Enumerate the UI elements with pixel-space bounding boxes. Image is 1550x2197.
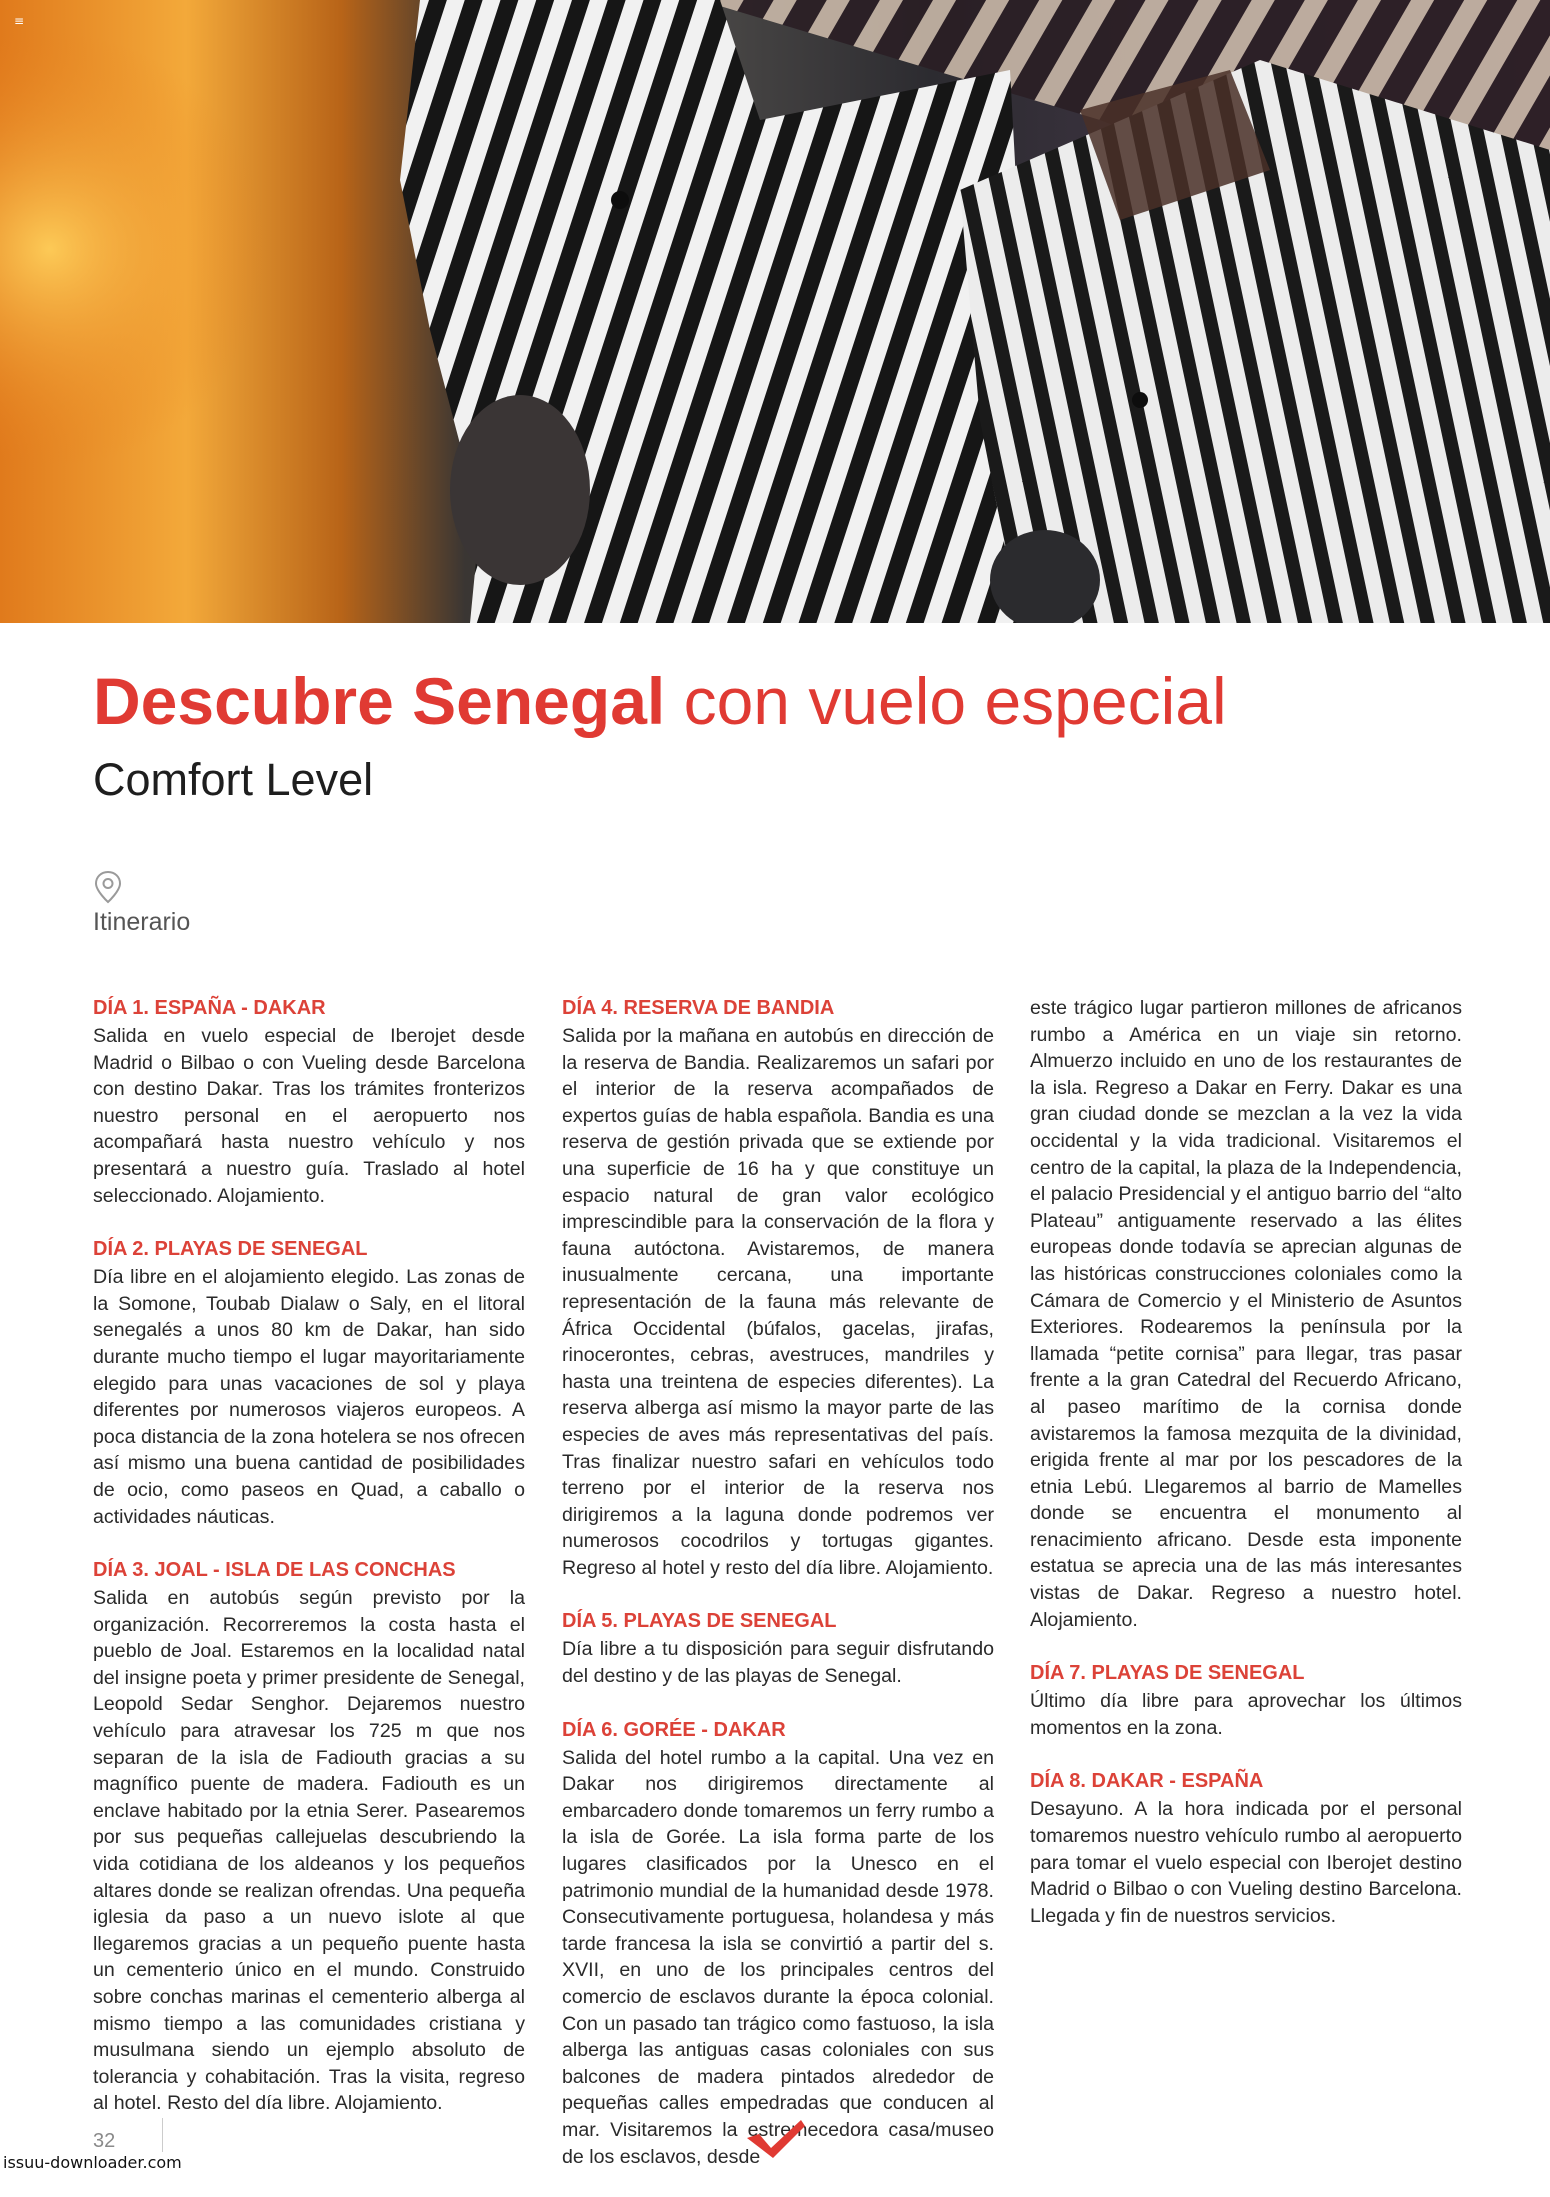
hero-image bbox=[0, 0, 1550, 623]
title-rest: con vuelo especial bbox=[683, 664, 1227, 738]
day-7 bbox=[1030, 1660, 1462, 1741]
title-bold: Descubre Senegal bbox=[93, 664, 666, 738]
day-heading: DÍA 8. DAKAR - ESPAÑA bbox=[1030, 1770, 1264, 1793]
day-4 bbox=[562, 995, 994, 1581]
zebra-photo bbox=[0, 0, 1550, 623]
page-subtitle: Comfort Level bbox=[93, 754, 374, 805]
day-6-continuation: este trágico lugar partieron millones de africanos rumbo a América en un viaje sin retorno. Almuerzo incluido en uno de los restaurantes de la isla. Regreso a Dakar en Ferry. Dakar es una gran ciudad donde se mezclan a la vez la vida occidental y la vida tradicional. Visitaremos el centro de la capital, la plaza de la Independencia, el palacio Presidencial y el antiguo barrio del “alto Plateau” antiguamente reservado a las élites europeas donde todavía se aprecian algunas de las históricas construcciones coloniales como la Cámara de Comercio y el Ministerio de Asuntos Exteriores. Rodearemos la península por la llamada “petite cornisa” para llegar, tras pasar frente a la gran Catedral del Recuerdo Africano, al paseo marítimo de la cornisa donde avistaremos la famosa mezquita de la divinidad, erigida frente al mar por los pescadores de la etnia Lebú. Llegaremos al barrio de Mamelles donde se encuentra el monumento al renacimiento africano. Desde esta imponente estatua se aprecia una de las más interesantes vistas de Dakar. Regreso a nuestro hotel. Alojamiento. bbox=[1030, 997, 1462, 1631]
day-text: Día libre a tu disposición para seguir disfrutando del destino y de las playas de Senegal. bbox=[562, 1638, 994, 1688]
day-heading: DÍA 3. JOAL - ISLA DE LAS CONCHAS bbox=[93, 1559, 456, 1582]
day-heading: DÍA 4. RESERVA DE BANDIA bbox=[562, 997, 835, 1019]
day-heading: DÍA 5. PLAYAS DE SENEGAL bbox=[562, 1610, 837, 1633]
day-text: Día libre en el alojamiento elegido. Las zonas de la Somone, Toubab Dialaw o Saly, en el litoral senegalés a unos 80 km de Dakar, han sido durante mucho tiempo el lugar mayoritariamente elegido para unas vacaciones de sol y playa diferentes por numerosos viajeros europeos. A poca distancia de la zona hotelera se nos ofrecen así mismo una buena cantidad de posibilidades de ocio, como paseos en Quad, a caballo o actividades náuticas. bbox=[93, 1266, 525, 1528]
day-heading: DÍA 6. GORÉE - DAKAR bbox=[562, 1718, 786, 1741]
day-1 bbox=[93, 995, 525, 1209]
corner-menu-icon: ≡ bbox=[14, 14, 25, 28]
day-text: Último día libre para aprovechar los últimos momentos en la zona. bbox=[1030, 1690, 1462, 1739]
day-2 bbox=[93, 1236, 525, 1530]
itinerary-label: Itinerario bbox=[93, 908, 191, 936]
day-heading: DÍA 7. PLAYAS DE SENEGAL bbox=[1030, 1662, 1305, 1685]
day-6 bbox=[562, 1717, 994, 2171]
itinerary-column-3 bbox=[1030, 995, 1462, 1956]
day-8 bbox=[1030, 1768, 1462, 1929]
day-5 bbox=[562, 1608, 994, 1689]
day-text: Salida en autobús según previsto por la organización. Recorreremos la costa hasta el pueblo de Joal. Estaremos en la localidad natal del insigne poeta y primer presidente de Senegal, Leopold Sedar Senghor. Dejaremos nuestro vehículo para atravesar los 725 m que nos separan de la isla de Fadiouth gracias a su magnífico puente de madera. Fadiouth es un enclave habitado por la etnia Serer. Pasearemos por sus pequeñas callejuelas descubriendo la vida cotidiana de los aldeanos y los pequeños altares donde se realizan ofrendas. Una pequeña iglesia da paso a un nuevo islote al que llegaremos gracias a un pequeño puente hasta un cementerio único en el mundo. Construido sobre conchas marinas el cementerio alberga al mismo tiempo a las comunidades cristiana y musulmana siendo un ejemplo absoluto de tolerancia y cohabitación. Tras la visita, regreso al hotel. Resto del día libre. Alojamiento. bbox=[93, 1587, 525, 2115]
map-pin-icon bbox=[93, 870, 123, 904]
day-text: Salida del hotel rumbo a la capital. Una vez en Dakar nos dirigiremos directamente al embarcadero donde tomaremos un ferry rumbo a la isla de Gorée. La isla forma parte de los lugares clasificados por la Unesco en el patrimonio mundial de la humanidad desde 1978. Consecutivamente portuguesa, holandesa y más tarde francesa la isla se convirtió a partir del s. XVII, en uno de los principales centros del comercio de esclavos durante la época colonial. Con un pasado tan trágico como fastuoso, la isla alberga las antiguas casas coloniales con sus balcones de madera pintados alrededor de pequeñas calles empedradas que conducen al mar. Visitaremos la estremecedora casa/museo de los esclavos, desde bbox=[562, 1746, 994, 2168]
page-number: 32 bbox=[93, 2130, 116, 2152]
itinerary-column-1 bbox=[93, 995, 525, 2144]
itinerary-column-2 bbox=[562, 995, 994, 2197]
day-heading: DÍA 2. PLAYAS DE SENEGAL bbox=[93, 1238, 368, 1261]
page-title bbox=[93, 660, 1227, 742]
watermark: issuu-downloader.com bbox=[0, 2152, 185, 2173]
day-heading: DÍA 1. ESPAÑA - DAKAR bbox=[93, 997, 326, 1019]
day-3 bbox=[93, 1557, 525, 2117]
day-text: Salida en vuelo especial de Iberojet desde Madrid o Bilbao o con Vueling desde Barcelona con destino Dakar. Tras los trámites fronterizos nuestro personal en el aeropuerto nos acompañará hasta nuestro vehículo y nos presentará a nuestro guía. Traslado al hotel seleccionado. Alojamiento. bbox=[93, 1025, 525, 1207]
day-text: Desayuno. A la hora indicada por el personal tomaremos nuestro vehículo rumbo al aeropuerto para tomar el vuelo especial con Iberojet destino Madrid o Bilbao o con Vueling destino Barcelona. Llegada y fin de nuestros servicios. bbox=[1030, 1798, 1462, 1927]
day-text: Salida por la mañana en autobús en dirección de la reserva de Bandia. Realizaremos un safari por el interior de la reserva acompañados de expertos guías de habla española. Bandia es una reserva de gestión privada que se extiende por una superficie de 16 ha y que constituye un espacio natural de gran valor ecológico imprescindible para la conservación de la flora y fauna autóctona. Avistaremos, de manera inusualmente cercana, una importante representación de la fauna más relevante de África Occidental (búfalos, gacelas, jirafas, rinocerontes, cebras, avestruces, mandriles y hasta una treintena de especies diferentes). La reserva alberga así mismo la mayor parte de las especies de aves más representativas del país. Tras finalizar nuestro safari en vehículos todo terreno por el interior de la reserva nos dirigiremos a la laguna donde podremos ver numerosos cocodrilos y tortugas gigantes. Regreso al hotel y resto del día libre. Alojamiento. bbox=[562, 1025, 994, 1579]
brand-check-logo-icon bbox=[745, 2118, 807, 2160]
